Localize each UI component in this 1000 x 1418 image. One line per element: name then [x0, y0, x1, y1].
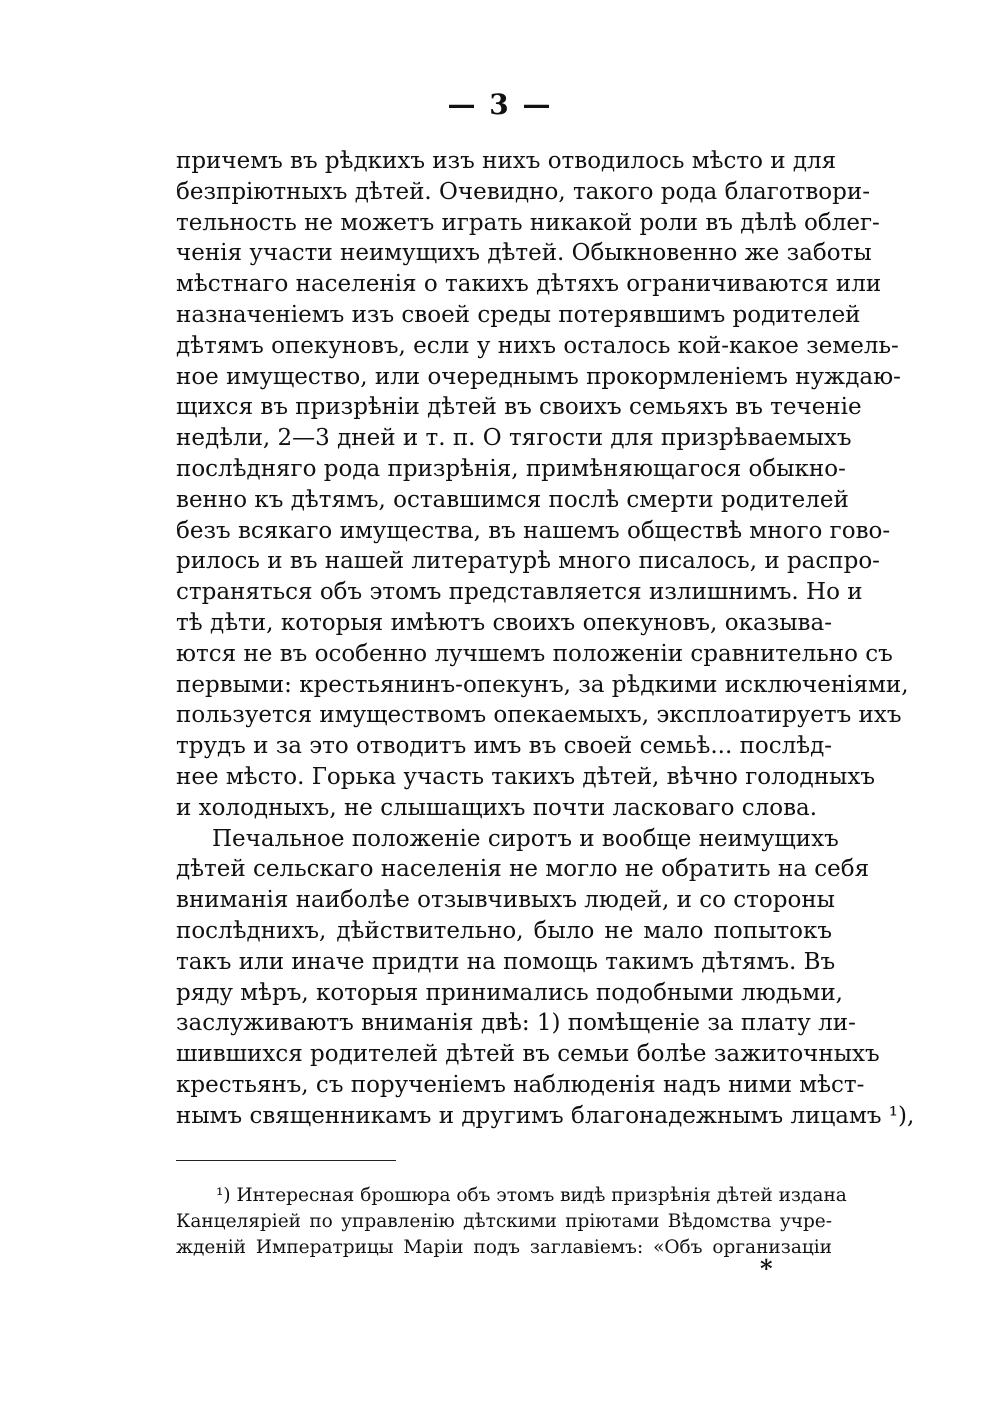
- text-line: ются не въ особенно лучшемъ положеніи сравнительно съ: [176, 640, 893, 667]
- text-line: ное имущество, или очереднымъ прокормленіемъ нуждаю-: [176, 363, 901, 390]
- text-line: рилось и въ нашей литературѣ много писалось, и распро-: [176, 548, 880, 575]
- text-line: щихся въ призрѣніи дѣтей въ своихъ семьяхъ въ теченіе: [176, 394, 862, 421]
- footnote-line: ¹) Интересная брошюра объ этомъ видѣ призрѣнія дѣтей издана: [216, 1185, 847, 1206]
- footnote-line: жденій Императрицы Маріи подъ заглавіемъ: «Объ организаціи: [176, 1237, 832, 1258]
- text-line: трудъ и за это отводитъ имъ въ своей семьѣ... послѣд-: [176, 733, 833, 760]
- text-line: послѣдняго рода призрѣнія, примѣняющагося обыкно-: [176, 455, 846, 482]
- text-line: ченія участи неимущихъ дѣтей. Обыкновенно же заботы: [176, 240, 872, 267]
- text-line: шившихся родителей дѣтей въ семьи болѣе зажиточныхъ: [176, 1041, 880, 1068]
- text-line: причемъ въ рѣдкихъ изъ нихъ отводилось мѣсто и для: [176, 148, 837, 174]
- text-line: такъ или иначе придти на помощь такимъ дѣтямъ. Въ: [176, 948, 836, 975]
- text-line: венно къ дѣтямъ, оставшимся послѣ смерти родителей: [176, 486, 849, 513]
- text-line: тельность не можетъ играть никакой роли въ дѣлѣ облег-: [176, 209, 880, 236]
- text-line: вниманія наиболѣе отзывчивыхъ людей, и со стороны: [176, 887, 835, 914]
- text-line: тѣ дѣти, которыя имѣютъ своихъ опекуновъ, оказыва-: [176, 609, 832, 636]
- text-line: крестьянъ, съ порученіемъ наблюденія надъ ними мѣст-: [176, 1071, 865, 1098]
- text-line: нымъ священникамъ и другимъ благонадежнымъ лицамъ ¹),: [176, 1102, 915, 1129]
- body-text: [176, 146, 915, 1132]
- text-line: недѣли, 2—3 дней и т. п. О тягости для призрѣваемыхъ: [176, 425, 852, 452]
- text-line: мѣстнаго населенія о такихъ дѣтяхъ ограничиваются или: [176, 271, 882, 298]
- text-line: послѣднихъ, дѣйствительно, было не мало попытокъ: [176, 917, 832, 944]
- paragraph-start-line: Печальное положеніе сиротъ и вообще неимущихъ: [212, 825, 839, 852]
- text-line: первыми: крестьянинъ-опекунъ, за рѣдкими исключеніями,: [176, 671, 909, 698]
- text-line: заслуживаютъ вниманія двѣ: 1) помѣщеніе за плату ли-: [176, 1010, 856, 1037]
- footnote: [176, 1183, 847, 1261]
- text-line: дѣтей сельскаго населенія не могло не обратить на себя: [176, 856, 870, 883]
- text-line: назначеніемъ изъ своей среды потерявшимъ родителей: [176, 301, 861, 328]
- text-line: дѣтямъ опекуновъ, если у нихъ осталось кой-какое земель-: [176, 332, 899, 359]
- text-line: нее мѣсто. Горька участь такихъ дѣтей, вѣчно голодныхъ: [176, 763, 875, 790]
- text-line: страняться объ этомъ представляется излишнимъ. Но и: [176, 579, 863, 606]
- text-line: ряду мѣръ, которыя принимались подобными людьми,: [176, 979, 843, 1006]
- text-line: и холодныхъ, не слышащихъ почти ласковаго слова.: [176, 794, 818, 821]
- text-line: пользуется имуществомъ опекаемыхъ, эксплоатируетъ ихъ: [176, 702, 902, 729]
- text-line: безъ всякаго имущества, въ нашемъ обществѣ много гово-: [176, 517, 891, 544]
- footnote-line: Канцеляріей по управленію дѣтскими пріютами Вѣдомства учре-: [176, 1211, 832, 1232]
- signature-mark: *: [760, 1254, 773, 1283]
- text-line: безпріютныхъ дѣтей. Очевидно, такого рода благотвори-: [176, 178, 870, 205]
- page-number: — 3 —: [447, 88, 553, 121]
- footnote-divider: [176, 1160, 396, 1161]
